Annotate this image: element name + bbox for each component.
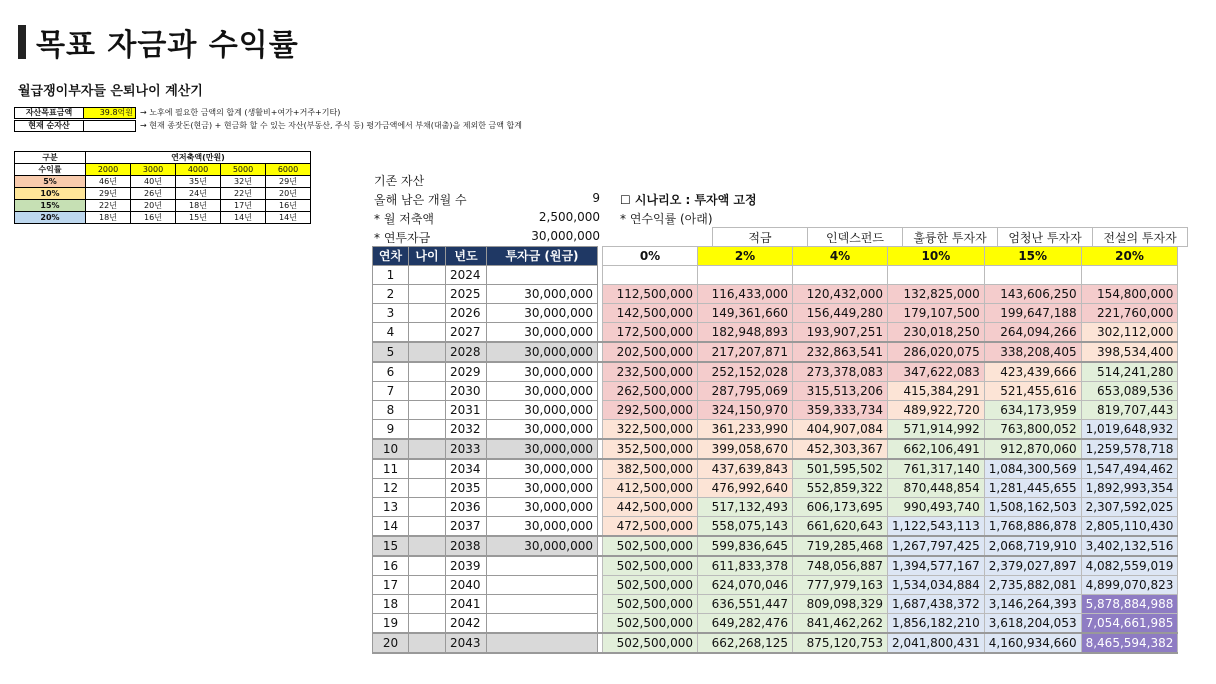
table-row: [373, 401, 1178, 420]
balance-cell: 476,992,640: [698, 479, 793, 498]
header-year-index: 연차: [373, 247, 409, 266]
balance-cell: 1,547,494,462: [1081, 459, 1178, 479]
balance-cell: 502,500,000: [603, 614, 698, 634]
balance-cell: 2,379,027,897: [984, 556, 1081, 576]
table-row: [373, 633, 1178, 653]
year-cell: 2036: [446, 498, 487, 517]
age-cell[interactable]: [409, 285, 446, 304]
year-cell: 2026: [446, 304, 487, 323]
age-cell[interactable]: [409, 362, 446, 382]
header-year: 년도: [446, 247, 487, 266]
years-cell: 40년: [131, 176, 176, 188]
amount-cell[interactable]: 5000: [221, 164, 266, 176]
year-index-cell: 7: [373, 382, 409, 401]
balance-cell: 748,056,887: [793, 556, 888, 576]
year-index-cell: 6: [373, 362, 409, 382]
balance-cell: 423,439,666: [984, 362, 1081, 382]
balance-cell: 502,500,000: [603, 536, 698, 556]
table-row: [373, 342, 1178, 362]
balance-cell: 521,455,616: [984, 382, 1081, 401]
balance-cell: [603, 266, 698, 285]
scenario-label: ☐ 시나리오 : 투자액 고정: [620, 193, 757, 207]
age-cell[interactable]: [409, 517, 446, 537]
years-cell: 14년: [221, 212, 266, 224]
age-cell[interactable]: [409, 420, 446, 440]
principal-cell: 30,000,000: [487, 382, 598, 401]
balance-cell: 120,432,000: [793, 285, 888, 304]
balance-cell: 199,647,188: [984, 304, 1081, 323]
years-cell: 24년: [176, 188, 221, 200]
principal-cell: [487, 595, 598, 614]
balance-cell: 1,019,648,932: [1081, 420, 1178, 440]
balance-cell: 179,107,500: [888, 304, 985, 323]
balance-cell: 819,707,443: [1081, 401, 1178, 420]
year-index-cell: 15: [373, 536, 409, 556]
header-gubun: 구분: [15, 152, 86, 164]
annual-invest-label: * 연투자금: [374, 231, 431, 245]
balance-cell: 1,534,034,884: [888, 576, 985, 595]
current-asset-note: → 현재 종잣돈(현금) + 현금화 할 수 있는 자산(부동산, 주식 등) 평가금액에서 부채(대출)을 제외한 금액 합계: [140, 121, 522, 130]
balance-cell: 809,098,329: [793, 595, 888, 614]
age-cell[interactable]: [409, 498, 446, 517]
balance-cell: 182,948,893: [698, 323, 793, 343]
balance-cell: 412,500,000: [603, 479, 698, 498]
year-cell: 2040: [446, 576, 487, 595]
table-row: [373, 479, 1178, 498]
age-cell[interactable]: [409, 556, 446, 576]
years-cell: 16년: [266, 200, 311, 212]
balance-cell: 143,606,250: [984, 285, 1081, 304]
balance-cell: 502,500,000: [603, 633, 698, 653]
balance-cell: [984, 266, 1081, 285]
title-bar: [18, 25, 26, 59]
principal-cell: 30,000,000: [487, 536, 598, 556]
age-cell[interactable]: [409, 614, 446, 634]
annual-return-label: * 연수익률 (아래): [620, 212, 713, 226]
table-row: [373, 498, 1178, 517]
age-cell[interactable]: [409, 536, 446, 556]
year-index-cell: 4: [373, 323, 409, 343]
balance-cell: 1,892,993,354: [1081, 479, 1178, 498]
balance-cell: 232,863,541: [793, 342, 888, 362]
header-annual-saving: 연저축액(만원): [86, 152, 311, 164]
monthly-saving-value[interactable]: 2,500,000: [538, 210, 600, 224]
balance-cell: 719,285,468: [793, 536, 888, 556]
balance-cell: 558,075,143: [698, 517, 793, 537]
balance-cell: 841,462,262: [793, 614, 888, 634]
amount-cell[interactable]: 3000: [131, 164, 176, 176]
current-asset-label: 현재 순자산: [14, 120, 84, 132]
balance-cell: 502,500,000: [603, 595, 698, 614]
age-cell[interactable]: [409, 479, 446, 498]
year-cell: 2039: [446, 556, 487, 576]
years-cell: 20년: [131, 200, 176, 212]
asset-goal-input[interactable]: 39.8억원: [84, 107, 136, 119]
age-cell[interactable]: [409, 633, 446, 653]
balance-cell: 761,317,140: [888, 459, 985, 479]
balance-cell: 112,500,000: [603, 285, 698, 304]
balance-cell: 1,508,162,503: [984, 498, 1081, 517]
year-cell: 2043: [446, 633, 487, 653]
years-cell: 29년: [86, 188, 131, 200]
balance-cell: 1,281,445,655: [984, 479, 1081, 498]
balance-cell: 599,836,645: [698, 536, 793, 556]
balance-cell: 415,384,291: [888, 382, 985, 401]
scenario-labels: [618, 227, 1188, 247]
age-cell[interactable]: [409, 304, 446, 323]
balance-cell: 1,259,578,718: [1081, 439, 1178, 459]
amount-cell[interactable]: 6000: [266, 164, 311, 176]
balance-cell: 252,152,028: [698, 362, 793, 382]
years-cell: 32년: [221, 176, 266, 188]
scenario-index-fund: 인덱스펀드: [808, 228, 903, 247]
balance-cell: 452,303,367: [793, 439, 888, 459]
year-cell: 2028: [446, 342, 487, 362]
balance-cell: 2,041,800,431: [888, 633, 985, 653]
years-cell: 18년: [176, 200, 221, 212]
rate-2[interactable]: 2%: [698, 247, 793, 266]
balance-cell: 912,870,060: [984, 439, 1081, 459]
page-title: [18, 22, 299, 62]
age-cell[interactable]: [409, 266, 446, 285]
balance-cell: 116,433,000: [698, 285, 793, 304]
age-cell[interactable]: [409, 342, 446, 362]
balance-cell: 634,173,959: [984, 401, 1081, 420]
year-cell: 2041: [446, 595, 487, 614]
balance-cell: 3,618,204,053: [984, 614, 1081, 634]
balance-cell: 322,500,000: [603, 420, 698, 440]
balance-cell: 142,500,000: [603, 304, 698, 323]
balance-cell: 5,878,884,988: [1081, 595, 1178, 614]
principal-cell: 30,000,000: [487, 517, 598, 537]
year-index-cell: 11: [373, 459, 409, 479]
current-asset-input[interactable]: [84, 120, 136, 132]
balance-cell: 264,094,266: [984, 323, 1081, 343]
balance-cell: 489,922,720: [888, 401, 985, 420]
scenario-great-investor: 훌륭한 투자자: [903, 228, 998, 247]
principal-cell: 30,000,000: [487, 304, 598, 323]
rate-4[interactable]: 4%: [793, 247, 888, 266]
principal-cell: [487, 556, 598, 576]
balance-cell: 347,622,083: [888, 362, 985, 382]
principal-cell: 30,000,000: [487, 323, 598, 343]
principal-cell: 30,000,000: [487, 401, 598, 420]
balance-cell: 3,146,264,393: [984, 595, 1081, 614]
year-index-cell: 12: [373, 479, 409, 498]
balance-cell: 763,800,052: [984, 420, 1081, 440]
year-index-cell: 3: [373, 304, 409, 323]
table-row: [373, 362, 1178, 382]
years-cell: 18년: [86, 212, 131, 224]
balance-cell: 404,907,084: [793, 420, 888, 440]
principal-cell: 30,000,000: [487, 439, 598, 459]
title-text: 목표 자금과 수익률: [36, 28, 299, 63]
existing-assets-label: 기존 자산: [374, 174, 425, 188]
years-cell: 22년: [86, 200, 131, 212]
table-row: [373, 420, 1178, 440]
balance-cell: 338,208,405: [984, 342, 1081, 362]
years-cell: 20년: [266, 188, 311, 200]
balance-cell: 662,268,125: [698, 633, 793, 653]
balance-cell: 606,173,695: [793, 498, 888, 517]
balance-cell: 7,054,661,985: [1081, 614, 1178, 634]
balance-cell: 2,068,719,910: [984, 536, 1081, 556]
asset-goal-note: → 노후에 필요한 금액의 합계 (생활비+여가+거주+기타): [140, 108, 341, 117]
balance-cell: 286,020,075: [888, 342, 985, 362]
principal-cell: [487, 266, 598, 285]
year-index-cell: 13: [373, 498, 409, 517]
balance-cell: 2,805,110,430: [1081, 517, 1178, 537]
months-left-value[interactable]: 9: [592, 191, 600, 205]
year-index-cell: 10: [373, 439, 409, 459]
scenario-label-blank: [618, 228, 713, 247]
principal-cell: 30,000,000: [487, 420, 598, 440]
year-cell: 2029: [446, 362, 487, 382]
balance-cell: 517,132,493: [698, 498, 793, 517]
year-index-cell: 20: [373, 633, 409, 653]
rate-10[interactable]: 10%: [888, 247, 985, 266]
year-index-cell: 8: [373, 401, 409, 420]
annual-invest-value: 30,000,000: [531, 229, 600, 243]
year-cell: 2038: [446, 536, 487, 556]
balance-cell: 156,449,280: [793, 304, 888, 323]
balance-cell: 324,150,970: [698, 401, 793, 420]
header-principal: 투자금 (원금): [487, 247, 598, 266]
years-cell: 29년: [266, 176, 311, 188]
balance-cell: 4,082,559,019: [1081, 556, 1178, 576]
year-cell: 2031: [446, 401, 487, 420]
year-cell: 2042: [446, 614, 487, 634]
principal-cell: 30,000,000: [487, 498, 598, 517]
balance-cell: 777,979,163: [793, 576, 888, 595]
rate-label: 15%: [15, 200, 86, 212]
balance-cell: 1,122,543,113: [888, 517, 985, 537]
asset-inputs: [14, 106, 522, 132]
year-index-cell: 14: [373, 517, 409, 537]
balance-cell: 649,282,476: [698, 614, 793, 634]
balance-cell: 653,089,536: [1081, 382, 1178, 401]
age-cell[interactable]: [409, 595, 446, 614]
balance-cell: 149,361,660: [698, 304, 793, 323]
amount-cell[interactable]: 2000: [86, 164, 131, 176]
projection-table: [372, 246, 1178, 654]
balance-cell: 262,500,000: [603, 382, 698, 401]
year-index-cell: 9: [373, 420, 409, 440]
balance-cell: 359,333,734: [793, 401, 888, 420]
table-row: [373, 614, 1178, 634]
balance-cell: 2,307,592,025: [1081, 498, 1178, 517]
years-cell: 22년: [221, 188, 266, 200]
principal-cell: [487, 576, 598, 595]
year-cell: 2033: [446, 439, 487, 459]
balance-cell: 636,551,447: [698, 595, 793, 614]
balance-cell: 217,207,871: [698, 342, 793, 362]
balance-cell: 4,160,934,660: [984, 633, 1081, 653]
balance-cell: 361,233,990: [698, 420, 793, 440]
table-row: [373, 382, 1178, 401]
age-cell[interactable]: [409, 401, 446, 420]
calculator-subtitle: 월급쟁이부자들 은퇴나이 계산기: [18, 84, 203, 99]
years-cell: 16년: [131, 212, 176, 224]
principal-cell: [487, 633, 598, 653]
balance-cell: 502,500,000: [603, 556, 698, 576]
balance-cell: 132,825,000: [888, 285, 985, 304]
balance-cell: 230,018,250: [888, 323, 985, 343]
year-index-cell: 5: [373, 342, 409, 362]
balance-cell: 870,448,854: [888, 479, 985, 498]
balance-cell: 1,267,797,425: [888, 536, 985, 556]
year-index-cell: 18: [373, 595, 409, 614]
balance-cell: 398,534,400: [1081, 342, 1178, 362]
age-cell[interactable]: [409, 323, 446, 343]
balance-cell: 571,914,992: [888, 420, 985, 440]
rate-label: 20%: [15, 212, 86, 224]
balance-cell: 273,378,083: [793, 362, 888, 382]
year-cell: 2027: [446, 323, 487, 343]
rate-label: 10%: [15, 188, 86, 200]
principal-cell: [487, 614, 598, 634]
months-left-label: 올해 남은 개월 수: [374, 193, 467, 207]
table-row: [373, 439, 1178, 459]
balance-cell: 315,513,206: [793, 382, 888, 401]
table-row: [373, 323, 1178, 343]
age-cell[interactable]: [409, 382, 446, 401]
year-cell: 2035: [446, 479, 487, 498]
balance-cell: 611,833,378: [698, 556, 793, 576]
balance-cell: [888, 266, 985, 285]
years-cell: 15년: [176, 212, 221, 224]
balance-cell: [793, 266, 888, 285]
balance-cell: 352,500,000: [603, 439, 698, 459]
year-index-cell: 17: [373, 576, 409, 595]
years-cell: 46년: [86, 176, 131, 188]
rate-15[interactable]: 15%: [984, 247, 1081, 266]
scenario-savings: 적금: [713, 228, 808, 247]
year-cell: 2034: [446, 459, 487, 479]
year-cell: 2030: [446, 382, 487, 401]
year-cell: 2025: [446, 285, 487, 304]
year-index-cell: 19: [373, 614, 409, 634]
balance-cell: 193,907,251: [793, 323, 888, 343]
balance-cell: 287,795,069: [698, 382, 793, 401]
balance-cell: 1,768,886,878: [984, 517, 1081, 537]
rate-20[interactable]: 20%: [1081, 247, 1178, 266]
balance-cell: 232,500,000: [603, 362, 698, 382]
balance-cell: 1,856,182,210: [888, 614, 985, 634]
principal-cell: 30,000,000: [487, 362, 598, 382]
principal-cell: 30,000,000: [487, 342, 598, 362]
current-asset-row: [14, 119, 522, 132]
table-row: [373, 266, 1178, 285]
balance-cell: 399,058,670: [698, 439, 793, 459]
balance-cell: 514,241,280: [1081, 362, 1178, 382]
balance-cell: 990,493,740: [888, 498, 985, 517]
principal-cell: 30,000,000: [487, 285, 598, 304]
table-header-row: [373, 247, 1178, 266]
balance-cell: 221,760,000: [1081, 304, 1178, 323]
balance-cell: 437,639,843: [698, 459, 793, 479]
balance-cell: [1081, 266, 1178, 285]
amount-cell[interactable]: 4000: [176, 164, 221, 176]
years-cell: 14년: [266, 212, 311, 224]
principal-cell: 30,000,000: [487, 479, 598, 498]
principal-cell: 30,000,000: [487, 459, 598, 479]
balance-cell: 661,620,643: [793, 517, 888, 537]
balance-cell: 552,859,322: [793, 479, 888, 498]
balance-cell: 501,595,502: [793, 459, 888, 479]
table-row: [373, 517, 1178, 537]
balance-cell: 202,500,000: [603, 342, 698, 362]
asset-goal-row: [14, 106, 522, 119]
balance-cell: 3,402,132,516: [1081, 536, 1178, 556]
rate-0[interactable]: 0%: [603, 247, 698, 266]
table-row: [373, 285, 1178, 304]
balance-cell: 292,500,000: [603, 401, 698, 420]
balance-cell: 4,899,070,823: [1081, 576, 1178, 595]
year-index-cell: 16: [373, 556, 409, 576]
rate-label: 5%: [15, 176, 86, 188]
balance-cell: 502,500,000: [603, 576, 698, 595]
table-row: [373, 595, 1178, 614]
balance-cell: 2,735,882,081: [984, 576, 1081, 595]
balance-cell: 662,106,491: [888, 439, 985, 459]
year-cell: 2024: [446, 266, 487, 285]
table-row: [373, 556, 1178, 576]
asset-goal-label: 자산목표금액: [14, 107, 84, 119]
table-row: [373, 576, 1178, 595]
balance-cell: 875,120,753: [793, 633, 888, 653]
header-age: 나이: [409, 247, 446, 266]
balance-cell: 1,084,300,569: [984, 459, 1081, 479]
year-cell: 2032: [446, 420, 487, 440]
balance-cell: 8,465,594,382: [1081, 633, 1178, 653]
balance-cell: [698, 266, 793, 285]
years-cell: 26년: [131, 188, 176, 200]
year-index-cell: 2: [373, 285, 409, 304]
balance-cell: 442,500,000: [603, 498, 698, 517]
table-row: [373, 536, 1178, 556]
balance-cell: 1,687,438,372: [888, 595, 985, 614]
year-index-cell: 1: [373, 266, 409, 285]
balance-cell: 382,500,000: [603, 459, 698, 479]
table-row: [373, 459, 1178, 479]
scenario-amazing-investor: 엄청난 투자자: [998, 228, 1093, 247]
age-cell[interactable]: [409, 576, 446, 595]
scenario-legendary-investor: 전설의 투자자: [1093, 228, 1188, 247]
balance-cell: 302,112,000: [1081, 323, 1178, 343]
monthly-saving-label: * 월 저축액: [374, 212, 434, 226]
table-row: [373, 304, 1178, 323]
age-cell[interactable]: [409, 459, 446, 479]
years-cell: 35년: [176, 176, 221, 188]
header-rate: 수익률: [15, 164, 86, 176]
retirement-years-table: [14, 151, 311, 224]
balance-cell: 624,070,046: [698, 576, 793, 595]
balance-cell: 154,800,000: [1081, 285, 1178, 304]
years-cell: 17년: [221, 200, 266, 212]
year-cell: 2037: [446, 517, 487, 537]
balance-cell: 172,500,000: [603, 323, 698, 343]
balance-cell: 1,394,577,167: [888, 556, 985, 576]
age-cell[interactable]: [409, 439, 446, 459]
balance-cell: 472,500,000: [603, 517, 698, 537]
